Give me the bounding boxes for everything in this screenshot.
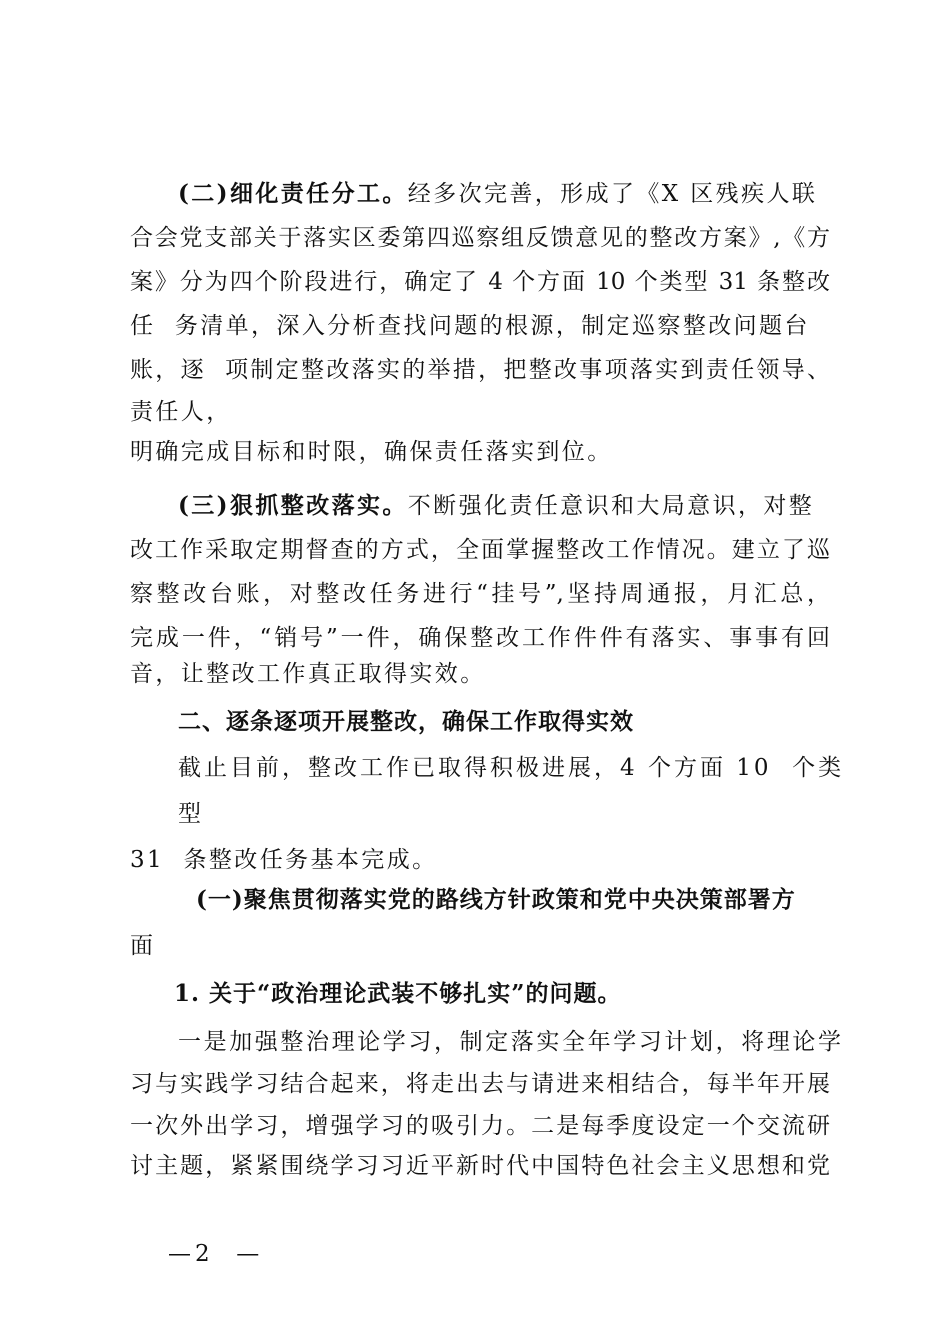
paragraph-line: 察整改台账，对整改任务进行“挂号”,坚持周通报，月汇总， xyxy=(130,581,830,607)
paragraph-line: 明确完成目标和时限，确保责任落实到位。 xyxy=(130,439,613,465)
paragraph-line: (二)细化责任分工。经多次完善，形成了《X 区残疾人联 xyxy=(178,180,818,207)
paragraph-line: 习与实践学习结合起来，将走出去与请进来相结合，每半年开展 xyxy=(130,1071,830,1097)
part-heading: 二、逐条逐项开展整改，确保工作取得实效 xyxy=(178,708,634,735)
paragraph-line: 型 xyxy=(178,801,204,827)
paragraph-line: 合会党支部关于落实区委第四巡察组反馈意见的整改方案》,《方 xyxy=(130,225,830,251)
subsection-heading: (一)聚焦贯彻落实党的路线方针政策和党中央决策部署方 xyxy=(196,886,796,913)
paragraph-line: 完成一件，“销号”一件，确保整改工作件件有落实、事事有回 xyxy=(130,625,830,651)
paragraph-line: 讨主题，紧紧围绕学习习近平新时代中国特色社会主义思想和党 xyxy=(130,1153,830,1179)
item-heading: 1. 关于“政治理论武装不够扎实”的问题。 xyxy=(174,980,622,1007)
subsection-heading-continued: 面 xyxy=(130,933,156,959)
paragraph-line: 一次外出学习，增强学习的吸引力。二是每季度设定一个交流研 xyxy=(130,1113,830,1139)
paragraph-line: (三)狠抓整改落实。不断强化责任意识和大局意识，对整 xyxy=(178,492,815,519)
paragraph-line: 一是加强整治理论学习，制定落实全年学习计划，将理论学 xyxy=(178,1029,844,1055)
paragraph-line: 责任人， xyxy=(130,399,232,425)
paragraph-line: 音，让整改工作真正取得实效。 xyxy=(130,661,486,687)
page-number: —2 — xyxy=(168,1241,264,1267)
paragraph-line: 任 务清单，深入分析查找问题的根源，制定巡察整改问题台 xyxy=(130,313,810,339)
paragraph-line: 账，逐 项制定整改落实的举措，把整改事项落实到责任领导、 xyxy=(130,357,830,383)
section-heading: (三)狠抓整改落实。 xyxy=(178,492,408,519)
paragraph-line: 案》分为四个阶段进行，确定了 4 个方面 10 个类型 31 条整改 xyxy=(130,269,830,295)
paragraph-line: 截止目前，整改工作已取得积极进展，4 个方面 10 个类 xyxy=(178,755,845,781)
paragraph-line: 31 条整改任务基本完成。 xyxy=(130,847,438,873)
section-heading: (二)细化责任分工。 xyxy=(178,180,408,207)
paragraph-line: 改工作采取定期督查的方式，全面掌握整改工作情况。建立了巡 xyxy=(130,537,830,563)
